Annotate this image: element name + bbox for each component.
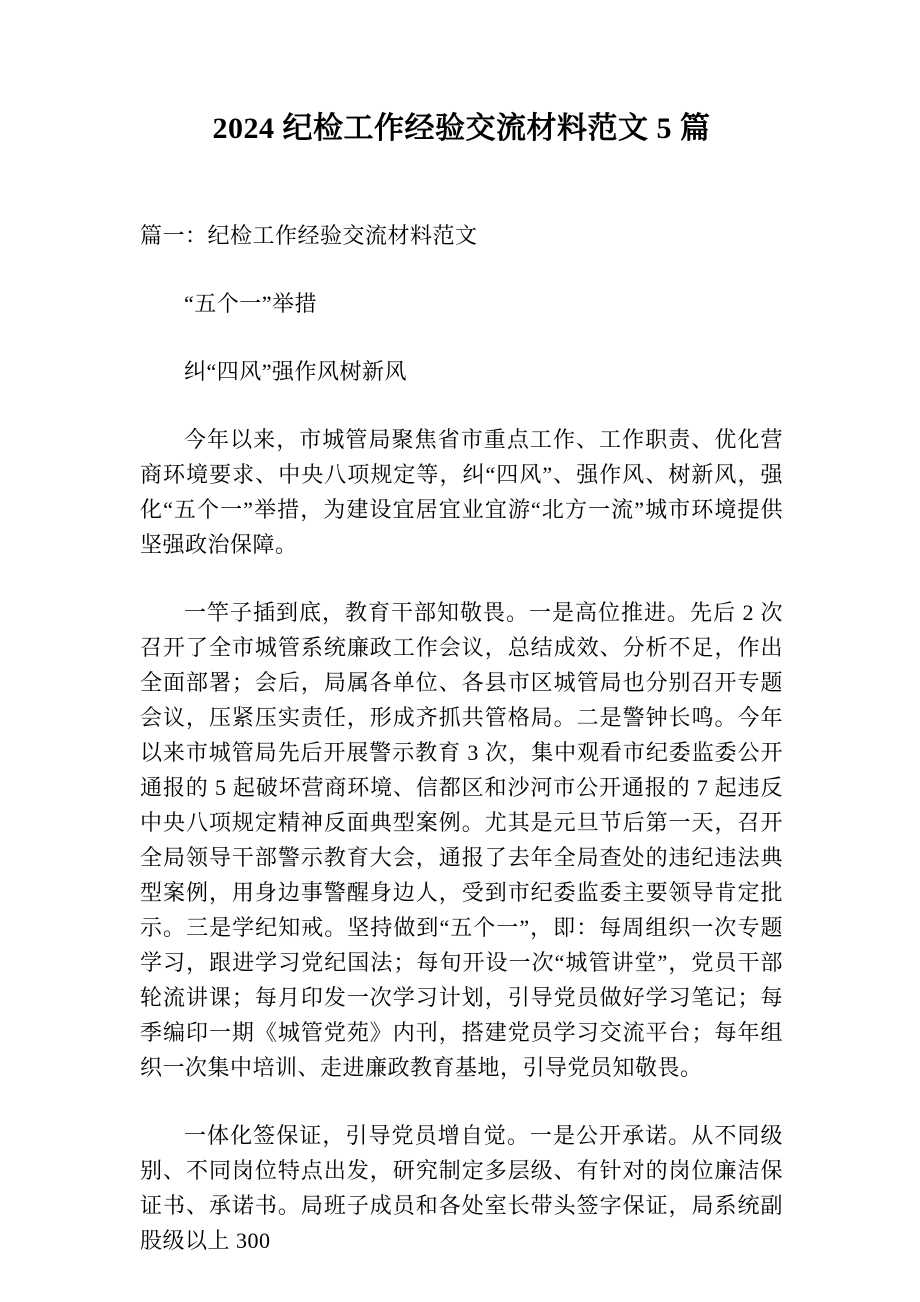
body-paragraph-1: 今年以来，市城管局聚焦省市重点工作、工作职责、优化营商环境要求、中央八项规定等，纠“四风”、强作风、树新风，强化“五个一”举措，为建设宜居宜业宜游“北方一流”城市环境提供坚强政治保障。 <box>140 427 783 557</box>
subheading-slogan: 纠“四风”强作风树新风 <box>184 359 408 384</box>
section-heading: 篇一：纪检工作经验交流材料范文 <box>140 223 478 248</box>
document-title: 2024 纪检工作经验交流材料范文 5 篇 <box>212 112 711 145</box>
body-paragraph-3: 一体化签保证，引导党员增自觉。一是公开承诺。从不同级别、不同岗位特点出发，研究制定多层级、有针对的岗位廉洁保证书、承诺书。局班子成员和各处室长带头签字保证，局系统副股级以上 300 <box>140 1123 783 1253</box>
body-paragraph-2: 一竿子插到底，教育干部知敬畏。一是高位推进。先后 2 次召开了全市城管系统廉政工作会议，总结成效、分析不足，作出全面部署；会后，局属各单位、各县市区城管局也分别召开专题会议，压紧压实责任，形成齐抓共管格局。二是警钟长鸣。今年以来市城管局先后开展警示教育 3 次，集中观看市纪委监委公开通报的 5 起破坏营商环境、信都区和沙河市公开通报的 7 起违反中央八项规定精神反面典型案例。尤其是元旦节后第一天，召开全局领导干部警示教育大会，通报了去年全局查处的违纪违法典型案例，用身边事警醒身边人，受到市纪委监委主要领导肯定批示。三是学纪知戒。坚持做到“五个一”，即：每周组织一次专题学习，跟进学习党纪国法；每旬开设一次“城管讲堂”，党员干部轮流讲课；每月印发一次学习计划，引导党员做好学习笔记；每季编印一期《城管党苑》内刊，搭建党员学习交流平台；每年组织一次集中培训、走进廉政教育基地，引导党员知敬畏。 <box>140 600 783 1080</box>
subheading-measures: “五个一”举措 <box>184 291 318 316</box>
